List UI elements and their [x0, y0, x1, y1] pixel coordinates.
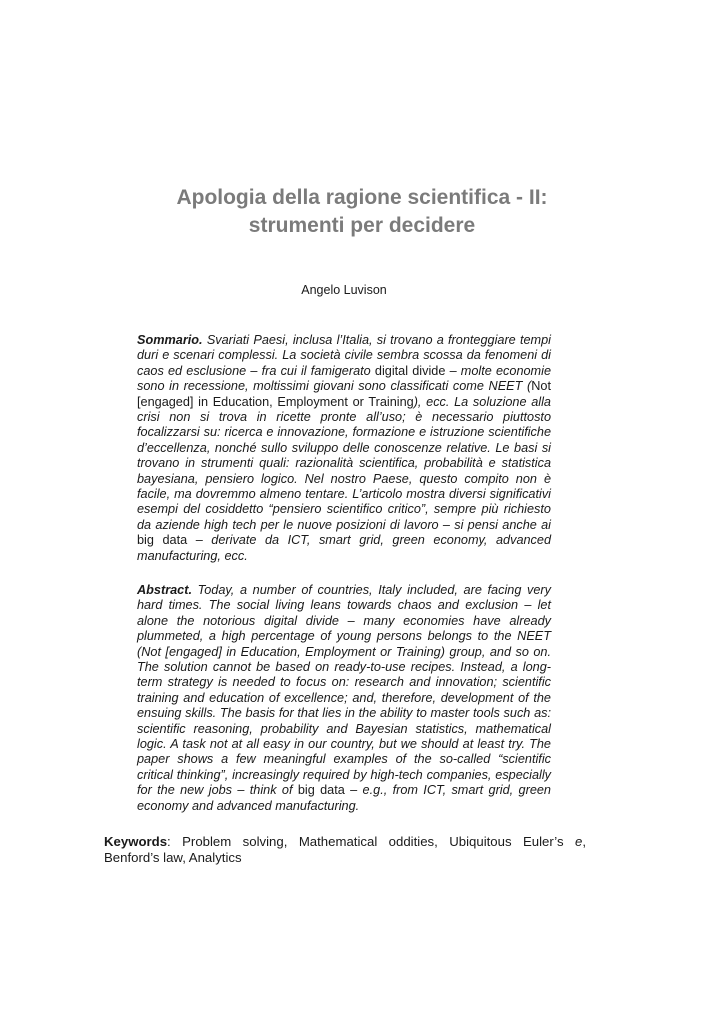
paper-title-line-1: Apologia della ragione scientifica - II: [176, 186, 548, 209]
sommario-text-4: – derivate da ICT, smart grid, green economy, advanced manufacturing, ecc. [137, 533, 552, 563]
sommario-neet-expansion: Not [engaged] in Education, Employment or Training [137, 379, 551, 409]
keywords-euler-e: e [574, 834, 583, 849]
abstract-text-2: – e.g., from ICT, smart grid, green economy and advanced manufacturing. [137, 783, 551, 813]
sommario-big-data: big data [137, 533, 188, 548]
abstract-text-1: Today, a number of countries, Italy included, are facing very hard times. The social living leans towards chaos and exclusion – let alone the notorious digital divide – many economies have already plummeted, a high percentage of young persons belongs to the NEET (Not [engaged] in Education, Employment or Training) group, and so on. The solution cannot be based on ready-to-use recipes. Instead, a long-term strategy is needed to focus on: research and innovation; scientific training and education of excellence; and, therefore, development of the ensuing skills. The basis for that lies in the ability to master tools such as: scientific reasoning, probability and Bayesian statistics, mathematical logic. A task not at all easy in our country, but we should at least try. The paper shows a few meaningful examples of the so-called “scientific critical thinking”, increasingly required by high-tech companies, especially for the new jobs – think of [137, 583, 551, 798]
keywords-label: Keywords [104, 834, 168, 849]
paper-title-line-2: strumenti per decidere [248, 214, 476, 237]
sommario-paragraph [137, 333, 551, 564]
keywords-text-2: , Benford’s law, Analytics [104, 834, 586, 865]
abstract-label: Abstract. [137, 583, 192, 597]
keywords-line [104, 834, 586, 866]
abstract-paragraph [137, 583, 551, 814]
sommario-digital-divide: digital divide [374, 363, 446, 378]
abstract-big-data: big data [297, 783, 345, 798]
sommario-text-1: Svariati Paesi, inclusa l’Italia, si trovano a fronteggiare tempi duri e scenari complessi. La società civile sembra scossa da fenomeni di caos ed esclusione – fra cui il famigerato [137, 333, 551, 378]
author-name: Angelo Luvison [301, 283, 387, 297]
sommario-text-3: ), ecc. La soluzione alla crisi non si trova in ricette pronte all’uso; è necessario piuttosto focalizzarsi su: ricerca e innovazione, formazione e istruzione scientifiche d’eccellenza, nonché sullo sviluppo delle conoscenze relative. Le basi si trovano in strumenti quali: razionalità scientifica, probabilità e statistica bayesiana, pensiero logico. Nel nostro Paese, questo compito non è facile, ma dovremmo almeno tentare. L’articolo mostra diversi significativi esempi del cosiddetto “pensiero scientifico critico”, sempre più richiesto da aziende high tech per le nuove posizioni di lavoro – si pensi anche ai [137, 394, 551, 532]
sommario-text-2: – molte economie sono in recessione, moltissimi giovani sono classificati come NEET ( [137, 363, 552, 394]
keywords-text-1: : Problem solving, Mathematical oddities, Ubiquitous Euler’s [167, 834, 575, 849]
paper-title [60, 184, 664, 240]
sommario-label: Sommario. [137, 333, 203, 347]
